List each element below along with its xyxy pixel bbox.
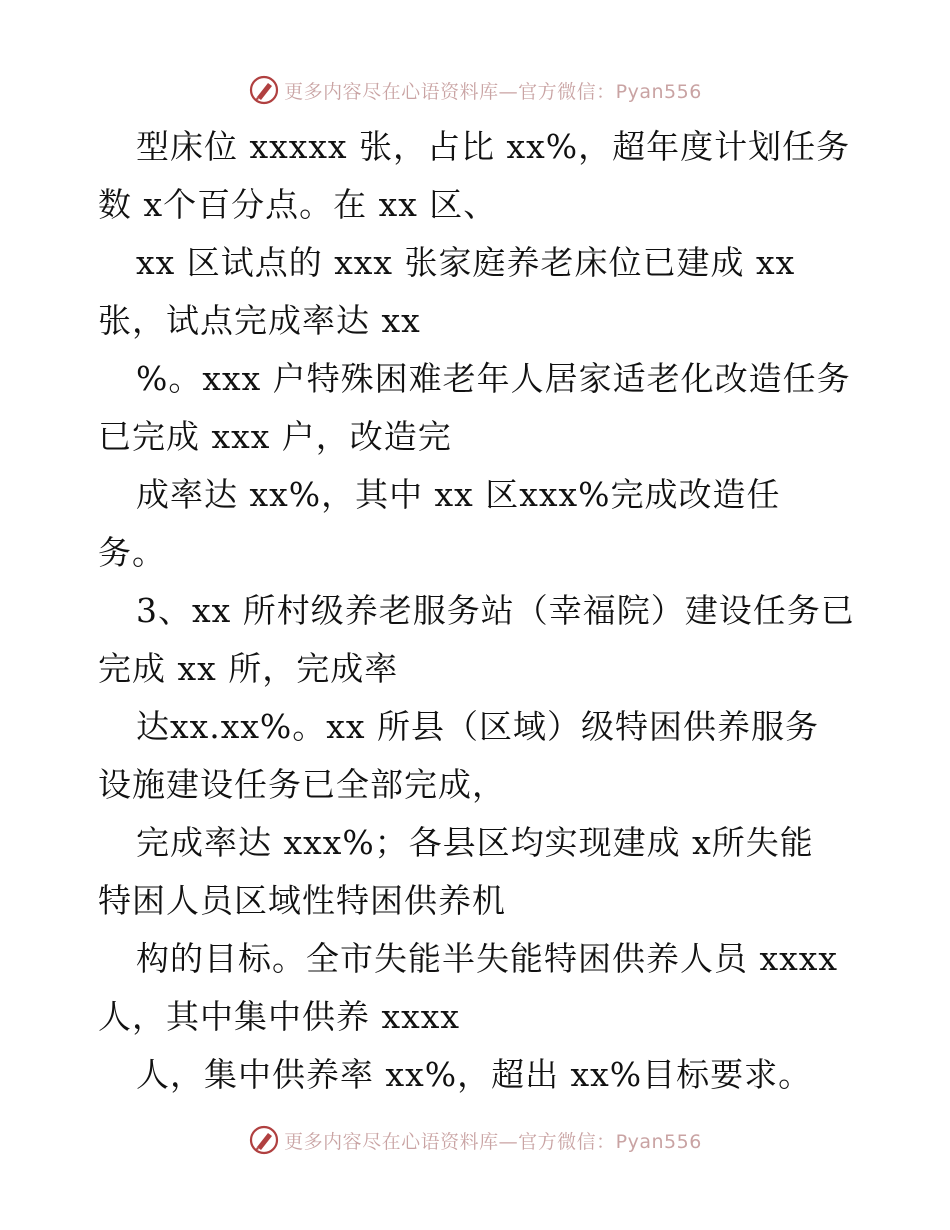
text-line: 达xx.xx%。xx 所县（区域）级特困供养服务: [136, 707, 820, 746]
text-line: 完成 xx 所，完成率: [98, 649, 399, 688]
wechat-id: Pyan556: [615, 80, 702, 103]
text-line: 人，集中供养率 xx%，超出 xx%目标要求。: [136, 1055, 813, 1094]
text-line: 务。: [98, 533, 166, 572]
text-line: xx 区试点的 xxx 张家庭养老床位已建成 xx: [136, 243, 796, 282]
text-line: 3、xx 所村级养老服务站（幸福院）建设任务已: [136, 591, 855, 630]
text-line: 成率达 xx%，其中 xx 区xxx%完成改造任: [136, 475, 781, 514]
text-line: 构的目标。全市失能半失能特困供养人员 xxxx: [136, 939, 838, 978]
wechat-id: Pyan556: [615, 1130, 702, 1153]
watermark-text: 更多内容尽在心语资料库—官方微信：Pyan556: [284, 1130, 702, 1153]
document-body: [98, 118, 858, 1104]
text-line: 设施建设任务已全部完成，: [98, 765, 506, 804]
watermark-banner-top: [0, 70, 950, 110]
pen-nib-logo-icon: [248, 74, 280, 106]
watermark-text: 更多内容尽在心语资料库—官方微信：Pyan556: [284, 80, 702, 103]
text-line: 人，其中集中供养 xxxx: [98, 997, 460, 1036]
text-line: 数 x个百分点。在 xx 区、: [98, 185, 498, 224]
pen-nib-logo-icon: [248, 1124, 280, 1156]
text-line: 完成率达 xxx%；各县区均实现建成 x所失能: [136, 823, 814, 862]
watermark-banner-bottom: [0, 1120, 950, 1160]
text-line: 已完成 xxx 户，改造完: [98, 417, 452, 456]
text-line: %。xxx 户特殊困难老年人居家适老化改造任务: [136, 359, 851, 398]
text-line: 张，试点完成率达 xx: [98, 301, 421, 340]
text-line: 特困人员区域性特困供养机: [98, 881, 506, 920]
text-line: 型床位 xxxxx 张，占比 xx%，超年度计划任务: [136, 127, 851, 166]
